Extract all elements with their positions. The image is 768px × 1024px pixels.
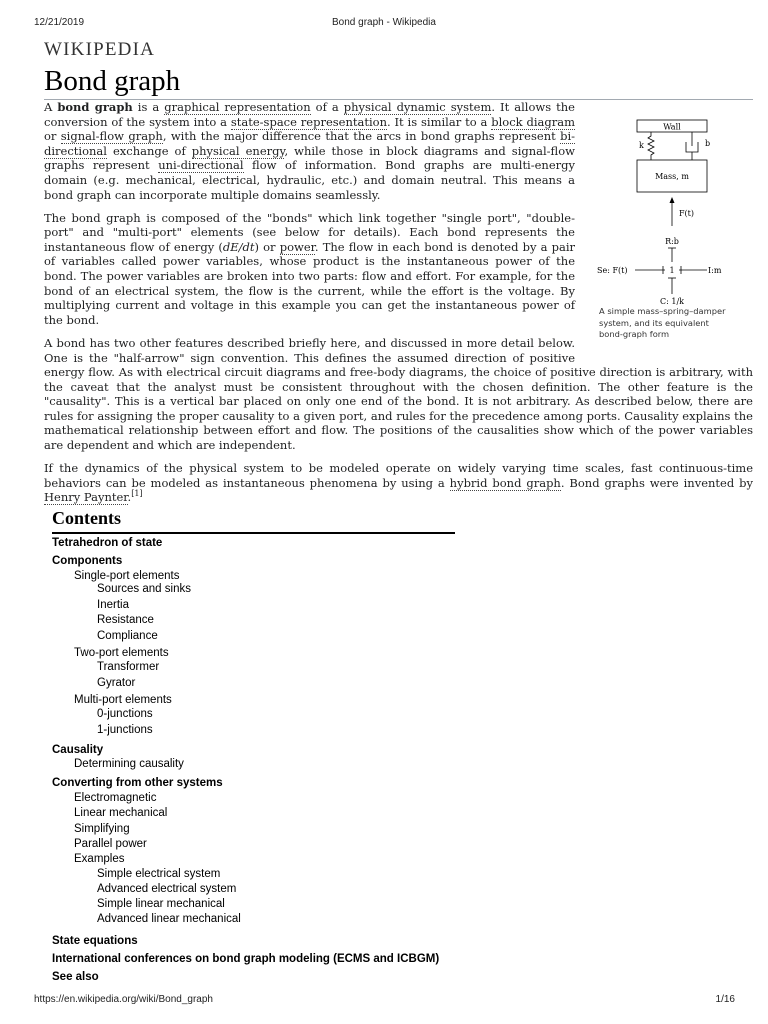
toc-causality[interactable]: Causality <box>52 744 104 756</box>
damper-label: b <box>705 139 711 148</box>
print-page-title: Bond graph - Wikipedia <box>332 17 436 28</box>
link-state-space-representation[interactable]: state-space representation <box>230 114 387 129</box>
toc-simple-electrical-system[interactable]: Simple electrical system <box>97 868 221 880</box>
link-power[interactable]: power <box>279 239 315 254</box>
toc-simple-linear-mechanical[interactable]: Simple linear mechanical <box>97 898 225 910</box>
print-date: 12/21/2019 <box>34 17 85 28</box>
paragraph-hybrid: If the dynamics of the physical system to be modeled operate on widely varying time scales, fast continuous-time behaviors can be modeled as instantaneous phenomena by using a hybrid bond graph. Bond graphs were invented by Henry Paynter.[1] <box>44 461 753 505</box>
print-url: https://en.wikipedia.org/wiki/Bond_graph <box>34 994 213 1005</box>
print-header <box>0 17 768 31</box>
wikipedia-wordmark[interactable]: WIKIPEDIA <box>44 39 156 60</box>
mass-spring-damper-diagram <box>593 108 753 308</box>
link-physical-dynamic-system[interactable]: physical dynamic system <box>343 100 492 114</box>
link-graphical-representation[interactable]: graphical representation <box>164 100 311 114</box>
article-body <box>44 100 753 513</box>
toc-parallel-power[interactable]: Parallel power <box>74 838 147 850</box>
toc-single-port-elements[interactable]: Single-port elements <box>74 570 180 582</box>
toc-converting-from-other-systems[interactable]: Converting from other systems <box>52 777 223 789</box>
toc-multi-port-elements[interactable]: Multi-port elements <box>74 694 172 706</box>
junction-label: 1 <box>669 266 675 275</box>
bond-i-label: I:m <box>708 266 722 275</box>
link-uni-directional[interactable]: uni-directional <box>158 158 244 173</box>
toc-two-port-elements[interactable]: Two-port elements <box>74 647 169 659</box>
link-henry-paynter[interactable]: Henry Paynter <box>44 490 128 505</box>
toc-determining-causality[interactable]: Determining causality <box>74 758 184 770</box>
link-physical-energy[interactable]: physical energy <box>191 143 285 158</box>
print-footer <box>0 994 768 1008</box>
spring-symbol <box>648 132 654 160</box>
force-arrowhead <box>670 197 675 203</box>
toc-inertia[interactable]: Inertia <box>97 599 129 611</box>
toc-see-also[interactable]: See also <box>52 971 99 983</box>
force-label: F(t) <box>679 209 695 218</box>
link-signal-flow-graph[interactable]: signal-flow graph <box>60 129 163 144</box>
toc-state-equations[interactable]: State equations <box>52 935 138 947</box>
term-bond-graph: bond graph <box>57 100 133 114</box>
toc-title: Contents <box>52 508 122 528</box>
reference-1[interactable]: [1] <box>131 489 143 499</box>
link-hybrid-bond-graph[interactable]: hybrid bond graph <box>449 475 561 490</box>
toc-components[interactable]: Components <box>52 555 123 567</box>
figure-caption: A simple mass–spring–damper system, and its equivalent bond-graph form <box>599 306 726 339</box>
figure-thumbnail[interactable] <box>593 108 753 354</box>
paragraph-bonds: The bond graph is composed of the "bonds" which link together "single port", "double-port" and "multi-port" elements (see below for details). Each bond represents the instantaneous flow of energy (dE/dt) or power. The flow in each bond is denoted by a pair of variables called power variables, whose product is the instantaneous power of the bond. The power variables are broken into two parts: flow and effort. For example, for the bond of an electrical system, the flow is the current, while the effort is the voltage. By multiplying current and voltage in this example you can get the instantaneous power of the bond. <box>44 210 575 327</box>
spring-label: k <box>639 141 644 150</box>
link-bi-directional[interactable]: bi-directional <box>44 129 576 158</box>
toc-divider <box>52 532 455 534</box>
toc-resistance[interactable]: Resistance <box>97 614 154 626</box>
toc-compliance[interactable]: Compliance <box>97 630 158 642</box>
toc-simplifying[interactable]: Simplifying <box>74 823 130 835</box>
print-page-number: 1/16 <box>715 994 735 1005</box>
toc-international-conferences[interactable]: International conferences on bond graph modeling (ECMS and ICBGM) <box>52 953 440 965</box>
wall-label: Wall <box>663 122 681 132</box>
math-dE-dt: dE/dt <box>222 239 255 254</box>
toc-linear-mechanical[interactable]: Linear mechanical <box>74 807 168 819</box>
toc-transformer[interactable]: Transformer <box>97 661 160 673</box>
paragraph-features: A bond has two other features described briefly here, and discussed in more detail below. One is the "half-arrow" sign convention. This defines the assumed direction of positive energy flow. As with electrical circuit diagrams and free-body diagrams, the choice of positive direction is arbitrary, with the caveat that the analyst must be consistent throughout with the chosen definition. The other feature is the "causality". This is a vertical bar placed on only one end of the bond. It is not arbitrary. As described below, there are rules for assigning the proper causality to a given port, and rules for the precedence among ports. Causality explains the mathematical relationship between effort and flow. The positions of the causalities show which of the power variables are dependent and which are independent. <box>44 335 753 453</box>
toc-advanced-electrical-system[interactable]: Advanced electrical system <box>97 883 237 895</box>
toc-tetrahedron-of-state[interactable]: Tetrahedron of state <box>52 537 163 549</box>
bond-c-label: C: 1/k <box>660 297 684 306</box>
bond-r-label: R:b <box>665 237 679 246</box>
bond-se-label: Se: F(t) <box>597 266 628 275</box>
toc-sources-and-sinks[interactable]: Sources and sinks <box>97 583 191 595</box>
toc-1-junctions[interactable]: 1-junctions <box>97 724 153 736</box>
paragraph-intro: A bond graph is a graphical representation of a physical dynamic system. It allows the conversion of the system into a state-space representation. It is similar to a block diagram or signal-flow graph, with the major difference that the arcs in bond graphs represent bi-directional exchange of physical energy, while those in block diagrams and signal-flow graphs represent uni-directional flow of information. Bond graphs are multi-energy domain (e.g. mechanical, electrical, hydraulic, etc.) and domain neutral. This means a bond graph can incorporate multiple domains seamlessly. <box>44 100 576 202</box>
table-of-contents <box>52 508 456 983</box>
toc-advanced-linear-mechanical[interactable]: Advanced linear mechanical <box>97 913 241 925</box>
page-title: Bond graph <box>44 65 181 97</box>
mass-label: Mass, m <box>655 172 689 181</box>
link-block-diagram[interactable]: block diagram <box>491 114 575 129</box>
toc-examples[interactable]: Examples <box>74 853 125 865</box>
toc-electromagnetic[interactable]: Electromagnetic <box>74 792 157 804</box>
toc-gyrator[interactable]: Gyrator <box>97 677 136 689</box>
toc-0-junctions[interactable]: 0-junctions <box>97 708 153 720</box>
